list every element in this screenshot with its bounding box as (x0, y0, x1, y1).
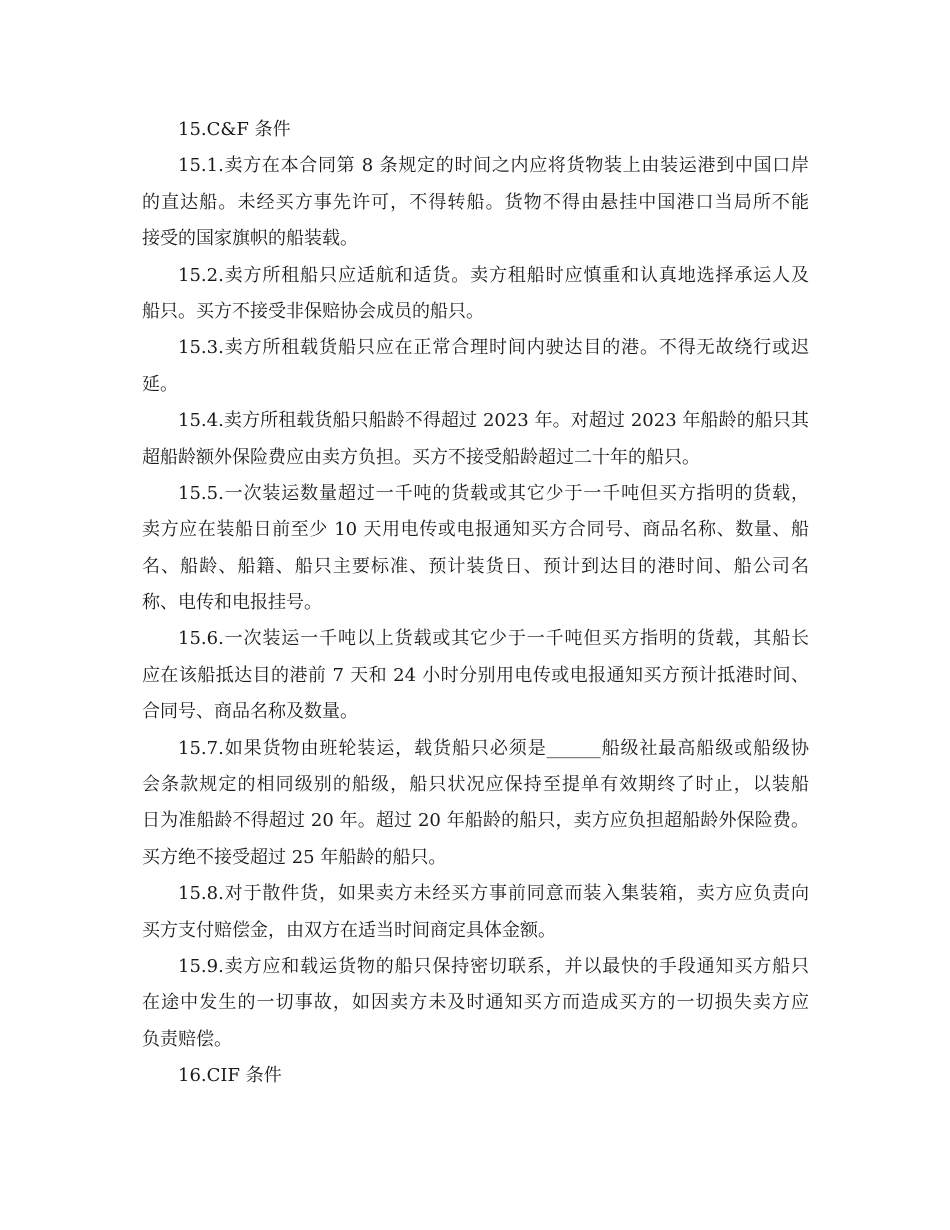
text-line: 的直达船。未经买方事先许可，不得转船。货物不得由悬挂中国港口当局所不能 (142, 191, 809, 213)
text-line: 15.C&F 条件 (178, 119, 291, 140)
text-line: 合同号、商品名称及数量。 (142, 701, 358, 723)
clause-paragraph (142, 731, 809, 877)
text-line: 日为准船龄不得超过 20 年。超过 20 年船龄的船只，卖方应负担超船龄外保险费。 (142, 810, 809, 832)
text-line: 卖方应在装船日前至少 10 天用电传或电报通知买方合同号、商品名称、数量、船 (142, 519, 809, 541)
text-line: 在途中发生的一切事故，如因卖方未及时通知买方而造成买方的一切损失卖方应 (142, 992, 809, 1014)
text-line: 16.CIF 条件 (178, 1065, 282, 1087)
document-page (142, 112, 809, 1095)
clause-paragraph (142, 949, 809, 1058)
text-line: 15.4.卖方所租载货船只船龄不得超过 2023 年。对超过 2023 年船龄的船只其 (178, 410, 809, 432)
text-line: 延。 (142, 373, 178, 395)
section-heading (142, 112, 809, 148)
text-line: 名、船龄、船籍、船只主要标准、预计装货日、预计到达目的港时间、船公司名 (142, 555, 809, 577)
text-line: 应在该船抵达目的港前 7 天和 24 小时分别用电传或电报通知买方预计抵港时间、 (142, 664, 809, 686)
text-line: 15.5.一次装运数量超过一千吨的货载或其它少于一千吨但买方指明的货载， (178, 482, 809, 504)
text-line: 15.7.如果货物由班轮装运，载货船只必须是______船级社最高船级或船级协 (178, 737, 809, 759)
text-line: 船只。买方不接受非保赔协会成员的船只。 (142, 300, 484, 322)
text-line: 称、电传和电报挂号。 (142, 592, 322, 614)
clause-paragraph (142, 258, 809, 331)
text-line: 15.6.一次装运一千吨以上货载或其它少于一千吨但买方指明的货载，其船长 (178, 628, 809, 650)
section-heading (142, 1058, 809, 1094)
clause-paragraph (142, 403, 809, 476)
text-line: 会条款规定的相同级别的船级，船只状况应保持至提单有效期终了时止，以装船 (142, 774, 809, 796)
clause-paragraph (142, 876, 809, 949)
clause-paragraph (142, 621, 809, 730)
text-line: 15.3.卖方所租载货船只应在正常合理时间内驶达目的港。不得无故绕行或迟 (178, 337, 809, 359)
text-line: 15.8.对于散件货，如果卖方未经买方事前同意而装入集装箱，卖方应负责向 (178, 883, 809, 905)
text-line: 买方绝不接受超过 25 年船龄的船只。 (142, 846, 447, 868)
clause-paragraph (142, 330, 809, 403)
text-line: 15.9.卖方应和载运货物的船只保持密切联系，并以最快的手段通知买方船只 (178, 955, 809, 977)
text-line: 超船龄额外保险费应由卖方负担。买方不接受船龄超过二十年的船只。 (142, 446, 700, 468)
text-line: 接受的国家旗帜的船装载。 (142, 228, 358, 250)
clause-paragraph (142, 148, 809, 257)
text-line: 负责赔偿。 (142, 1028, 232, 1050)
clause-paragraph (142, 476, 809, 622)
text-line: 15.2.卖方所租船只应适航和适货。卖方租船时应慎重和认真地选择承运人及 (178, 264, 809, 286)
text-line: 15.1.卖方在本合同第 8 条规定的时间之内应将货物装上由装运港到中国口岸 (178, 155, 809, 177)
text-line: 买方支付赔偿金，由双方在适当时间商定具体金额。 (142, 919, 556, 941)
